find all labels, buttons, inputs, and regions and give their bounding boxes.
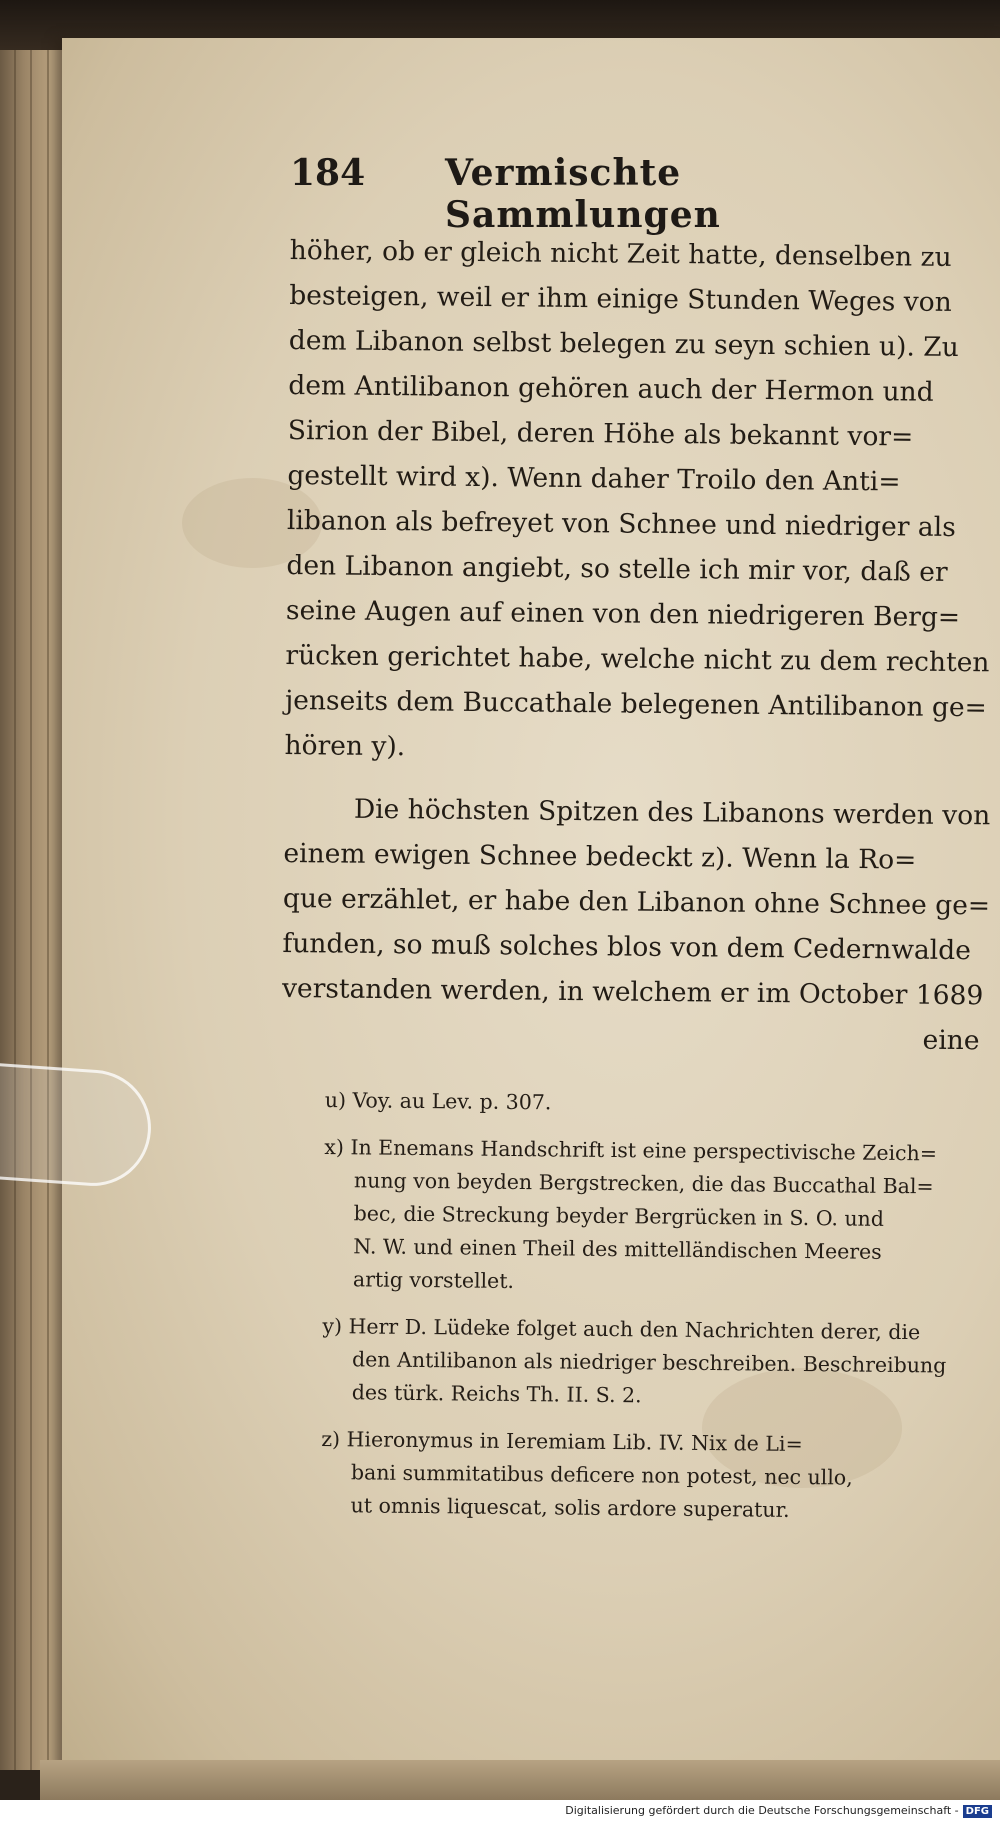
dfg-logo: DFG (963, 1805, 992, 1818)
footnote-x (323, 1131, 985, 1303)
running-title: Vermischte Sammlungen (445, 152, 721, 236)
text-line: seine Augen auf einen von den niedrigeren Berg= (285, 594, 961, 634)
digitization-footer (0, 1800, 1000, 1823)
footnote-line: bec, die Streckung beyder Bergrücken in S. O. und (353, 1201, 885, 1231)
text-line: que erzählet, er habe den Libanon ohne Schnee ge= (282, 882, 991, 922)
text-line: hören y). (284, 729, 406, 763)
text-line: höher, ob er gleich nicht Zeit hatte, denselben zu (289, 234, 952, 273)
footnote-line: nung von beyden Bergstrecken, die das Buccathal Bal= (353, 1168, 934, 1199)
footnote-line: y) Herr D. Lüdeke folget auch den Nachrichten derer, die (322, 1313, 921, 1345)
footnote-line: bani summitatibus deficere non potest, nec ullo, (350, 1460, 853, 1490)
text-line: funden, so muß solches blos von dem Cedernwalde (282, 927, 972, 967)
footnote-y (322, 1310, 983, 1416)
footnote-z (320, 1423, 981, 1529)
text-line: libanon als befreyet von Schnee und niedriger als (286, 504, 956, 543)
text-line: gestellt wird x). Wenn daher Troilo den Anti= (287, 459, 901, 498)
text-line: Die höchsten Spitzen des Libanons werden von (353, 793, 991, 832)
text-line: Sirion der Bibel, deren Höhe als bekannt vor= (287, 414, 914, 453)
text-line: einem ewigen Schnee bedeckt z). Wenn la Ro= (283, 837, 917, 876)
footnote-line: z) Hieronymus in Ieremiam Lib. IV. Nix de Li= (321, 1426, 803, 1457)
catchword: eine (922, 1024, 980, 1057)
page-header (290, 152, 850, 236)
footer-credit-text: Digitalisierung gefördert durch die Deutsche Forschungsgemeinschaft - (565, 1804, 959, 1817)
footnote-line: den Antilibanon als niedriger beschreiben. Beschreibung (351, 1347, 947, 1378)
text-line: jenseits dem Buccathale belegenen Antilibanon ge= (284, 684, 987, 724)
footnote-u (325, 1084, 985, 1124)
footnote-line: des türk. Reichs Th. II. S. 2. (351, 1380, 642, 1408)
paragraph-2 (281, 786, 991, 1063)
text-line: den Libanon angiebt, so stelle ich mir vor, daß er (286, 549, 948, 588)
text-line: dem Antilibanon gehören auch der Hermon und (288, 369, 934, 408)
footnote-line: x) In Enemans Handschrift ist eine perspectivische Zeich= (324, 1134, 938, 1166)
text-line: dem Libanon selbst belegen zu seyn schien u). Zu (288, 324, 959, 364)
footnote-line: u) Voy. au Lev. p. 307. (324, 1087, 552, 1115)
page-number: 184 (290, 152, 366, 194)
text-line: verstanden werden, in welchem er im October 1689 (281, 972, 984, 1012)
text-line: besteigen, weil er ihm einige Stunden Weges von (289, 279, 952, 318)
footnote-line: artig vorstellet. (352, 1267, 515, 1293)
footnote-line: ut omnis liquescat, solis ardore superatur. (350, 1493, 790, 1522)
paragraph-1 (284, 228, 990, 775)
main-text (281, 228, 990, 1063)
text-line: rücken gerichtet habe, welche nicht zu dem rechten (285, 639, 990, 679)
footnotes (320, 1084, 985, 1543)
page-bottom-edge (40, 1760, 1000, 1800)
footnote-line: N. W. und einen Theil des mittelländischen Meeres (353, 1234, 882, 1264)
footer-credit (565, 1804, 992, 1818)
